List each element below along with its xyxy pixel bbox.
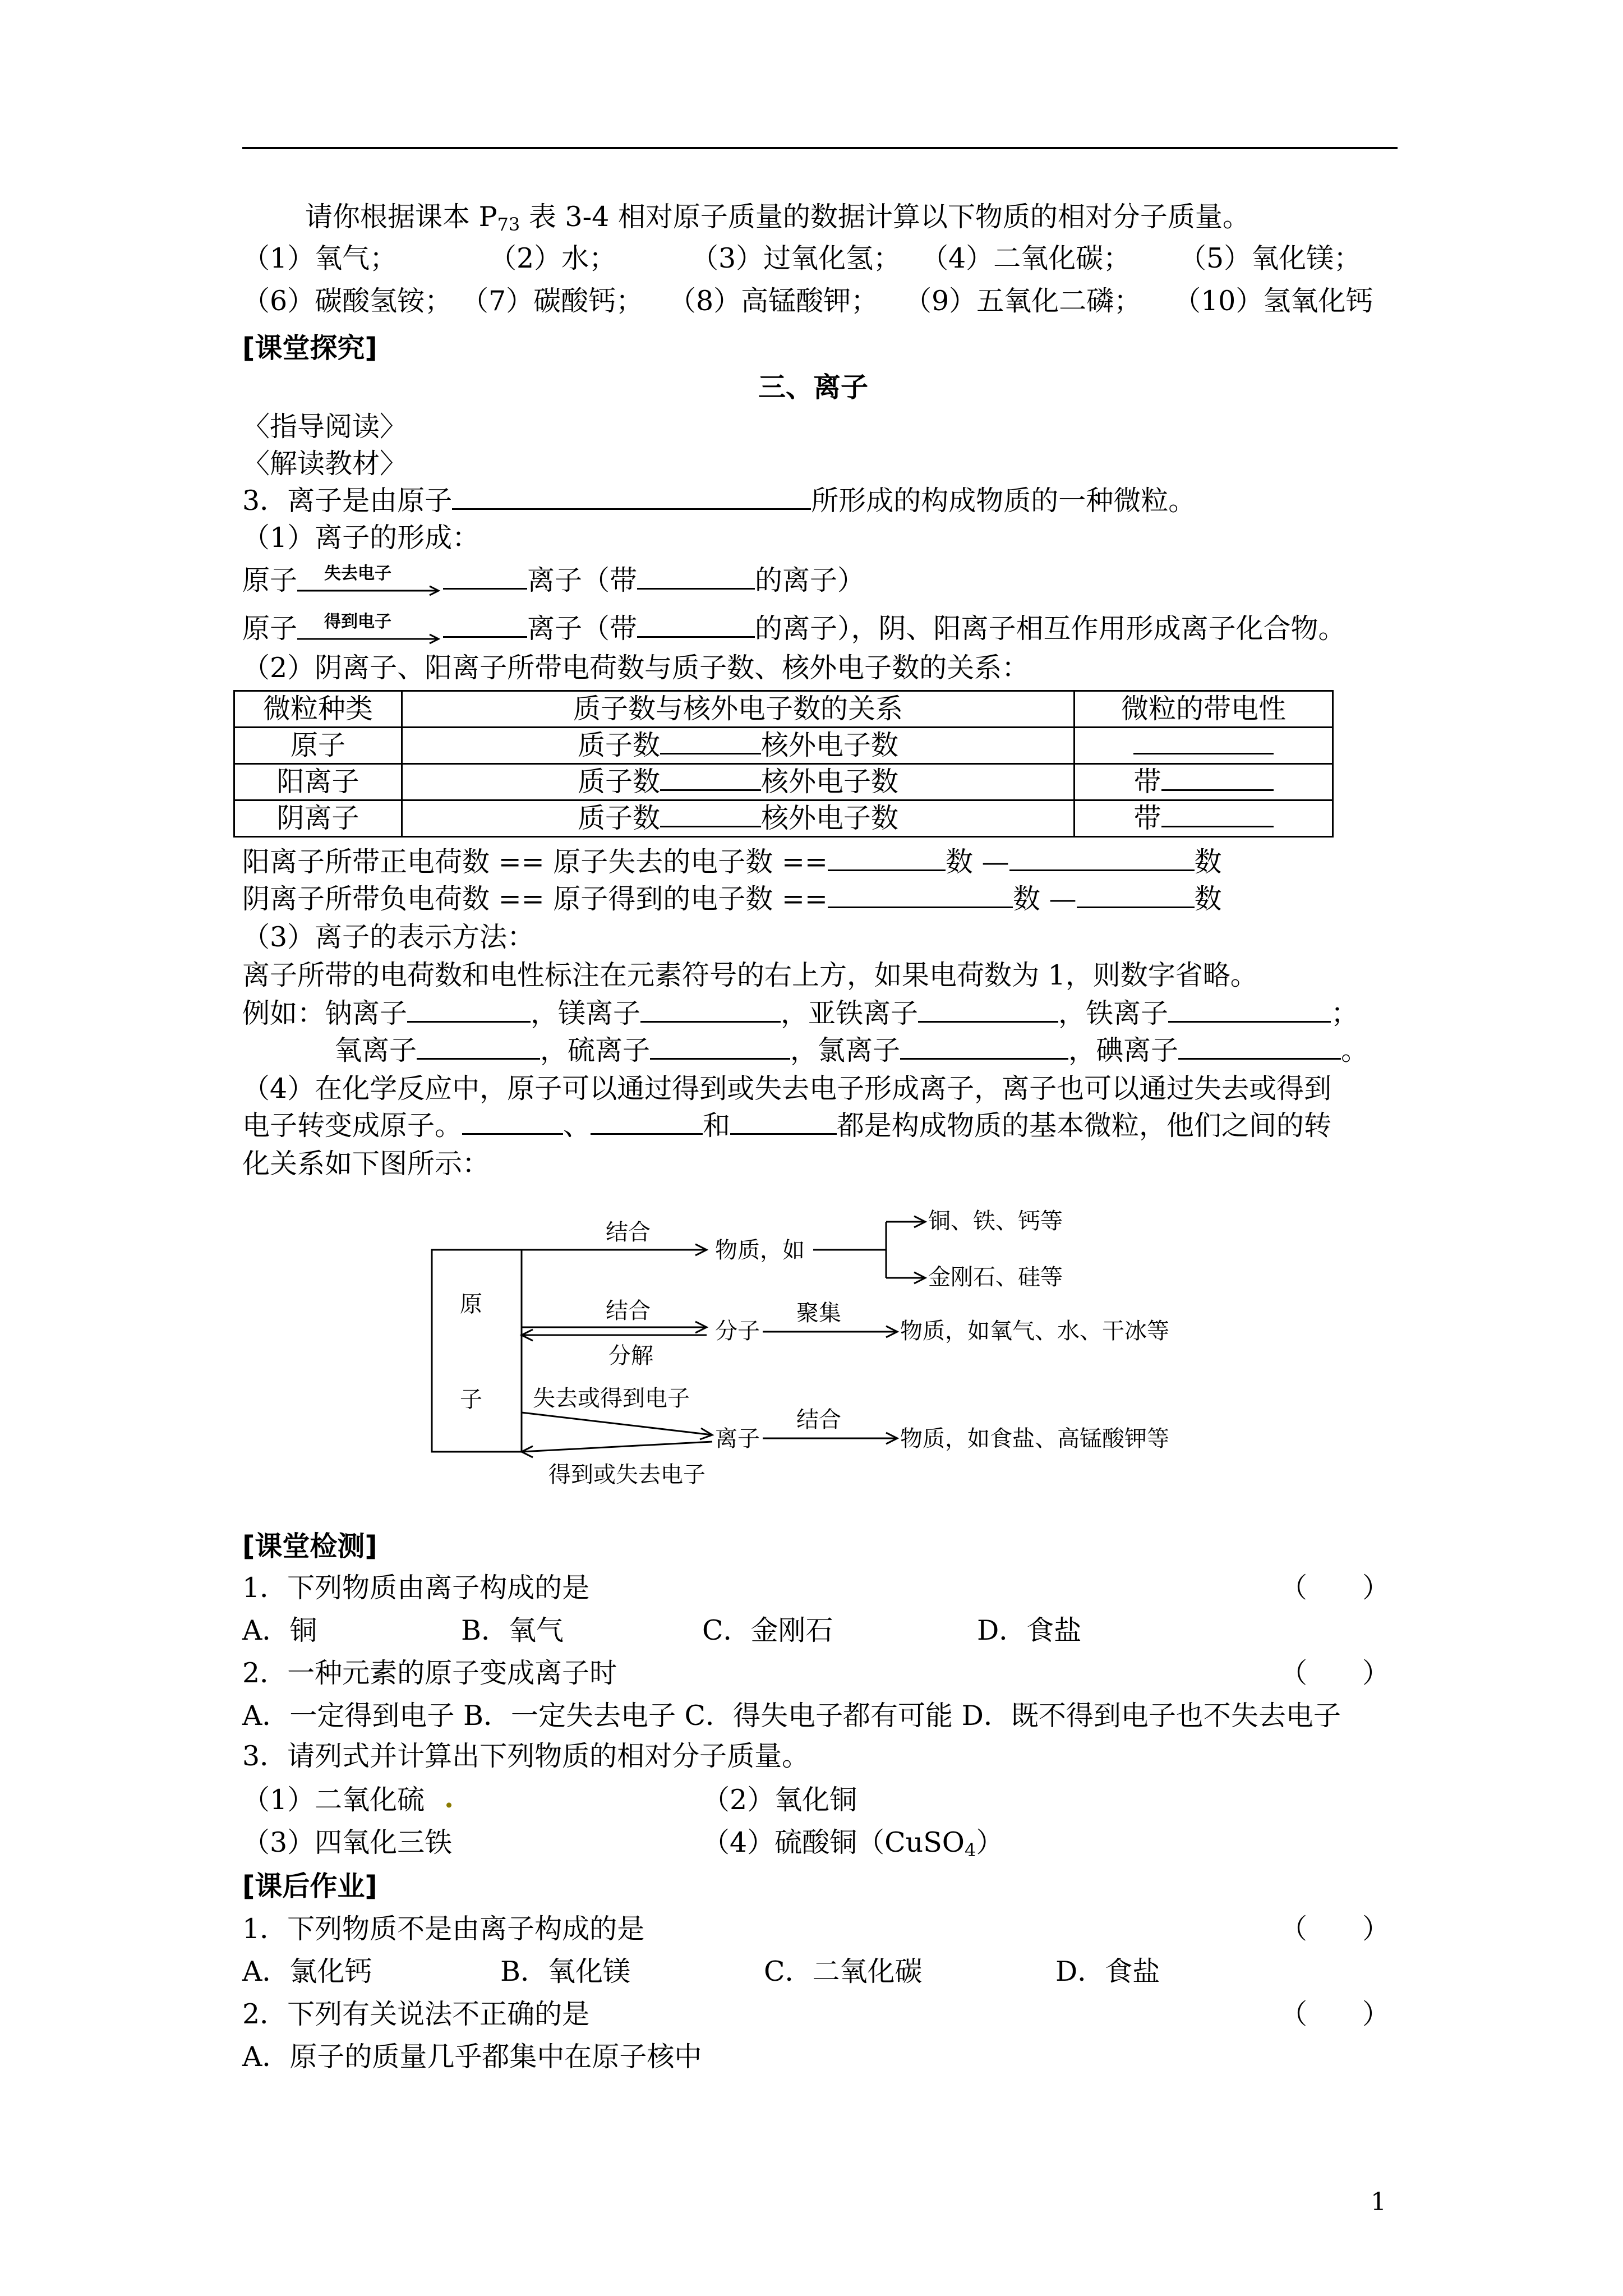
answer-paren[interactable]: （ ）: [1280, 1913, 1390, 1945]
item: （5）氧化镁；: [1179, 242, 1362, 274]
reaction-line1: （4）在化学反应中，原子可以通过得到或失去电子形成离子，离子也可以通过失去或得到: [242, 1073, 1332, 1105]
reaction-line2: 电子转变成原子。 、 和 都是构成物质的基本微粒，他们之间的转: [242, 1110, 1332, 1142]
check-q3-stem: 3．请列式并计算出下列物质的相对分子质量。: [242, 1740, 810, 1772]
item: （1）氧气；: [242, 242, 398, 274]
formation-row2: 原子 得到电子 离子（带 的离子），阴、阳离子相互作用形成离子化合物。: [242, 611, 1346, 648]
hw-q2-stem: 2．下列有关说法不正确的是: [242, 1998, 590, 2030]
relation-title: （2）阴离子、阳离子所带电荷数与质子数、核外电子数的关系：: [242, 652, 1030, 684]
table-cell: [1075, 728, 1333, 764]
molecule-label: 分子: [715, 1318, 760, 1344]
item: （1）二氧化硫: [242, 1784, 425, 1816]
table-cell: 带: [1075, 764, 1333, 800]
intro-line: 请你根据课本 $P_{73}$ 表 3-4 相对原子质量的数据计算以下物质的相对分子质量。: [305, 201, 1250, 235]
item: （4）硫酸铜（CuSO$_4$）: [702, 1826, 1004, 1861]
item: （2）水；: [489, 242, 617, 274]
page-number: 1: [1371, 2188, 1386, 2216]
table-cell: 质子数 核外电子数: [402, 764, 1075, 800]
option-d: D．食盐: [1055, 1955, 1160, 1987]
option-c: C．二氧化碳: [764, 1955, 923, 1987]
option-c: C．金刚石: [702, 1614, 833, 1646]
substance-label-1: 物质，如: [715, 1237, 805, 1263]
check-q2-stem: 2．一种元素的原子变成离子时: [242, 1657, 617, 1689]
hw-q2-option-a: A．原子的质量几乎都集中在原子核中: [242, 2041, 702, 2073]
guide-read: 〈指导阅读〉: [242, 411, 408, 443]
section-check: [课堂检测]: [242, 1530, 377, 1562]
branch-nonmetals: 金刚石、硅等: [928, 1264, 1063, 1290]
item: （9）五氧化二磷；: [904, 285, 1142, 317]
answer-paren[interactable]: （ ）: [1280, 1572, 1390, 1604]
stray-dot: .: [444, 1782, 454, 1814]
item: （4）二氧化碳；: [921, 242, 1131, 274]
item: （6）碳酸氢铵；: [242, 285, 453, 317]
option-a: A．氯化钙: [242, 1955, 372, 1987]
item: （8）高锰酸钾；: [668, 285, 879, 317]
answer-paren[interactable]: （ ）: [1280, 1998, 1390, 2030]
atom-box-text-bottom: 子: [460, 1387, 482, 1412]
lose-gain-label: 失去或得到电子: [533, 1386, 690, 1411]
table-cell: 带: [1075, 800, 1333, 837]
section-heading: 三、离子: [758, 371, 869, 403]
substance-label-2: 物质，如氧气、水、干冰等: [900, 1318, 1169, 1344]
relation-table: [233, 690, 1334, 838]
item: （3）四氧化三铁: [242, 1826, 453, 1858]
atom-box: [432, 1250, 522, 1452]
section-homework: [课后作业]: [242, 1870, 377, 1902]
combine-label-3: 结合: [796, 1407, 841, 1433]
table-header: 微粒的带电性: [1075, 691, 1333, 728]
repr-title: （3）离子的表示方法：: [242, 921, 535, 953]
table-cell: 质子数 核外电子数: [402, 800, 1075, 837]
gain-electron-arrow: 得到电子: [297, 614, 443, 648]
branch-metals: 铜、铁、钙等: [928, 1208, 1063, 1234]
table-cell: 原子: [234, 728, 402, 764]
item: （3）过氧化氢；: [691, 242, 901, 274]
transformation-diagram: [426, 1188, 1211, 1491]
check-q2-options: A．一定得到电子 B．一定失去电子 C．得失电子都有可能 D．既不得到电子也不失去电子: [242, 1700, 1341, 1732]
table-cell: 质子数 核外电子数: [402, 728, 1075, 764]
aggregate-label: 聚集: [796, 1300, 841, 1326]
option-b: B．氧气: [461, 1614, 564, 1646]
atom-box-text-top: 原: [460, 1291, 482, 1317]
formation-row1: 原子 失去电子 离子（带 的离子）: [242, 563, 865, 600]
repr-example2: 氧离子 ，硫离子 ，氯离子 ，碘离子 。: [334, 1034, 1369, 1066]
gain-lose-label: 得到或失去电子: [548, 1462, 706, 1488]
reaction-line3: 化关系如下图所示：: [242, 1148, 490, 1180]
table-header: 微粒种类: [234, 691, 402, 728]
substance-label-3: 物质，如食盐、高锰酸钾等: [900, 1426, 1169, 1452]
option-a: A．铜: [242, 1614, 317, 1646]
answer-paren[interactable]: （ ）: [1280, 1657, 1390, 1689]
interpret: 〈解读教材〉: [242, 448, 408, 480]
item: （2）氧化铜: [702, 1784, 857, 1816]
repr-rule: 离子所带的电荷数和电性标注在元素符号的右上方，如果电荷数为 1，则数字省略。: [242, 959, 1258, 991]
option-b: B．氧化镁: [500, 1955, 631, 1987]
negative-charge-line: 阴离子所带负电荷数 == 原子得到的电子数 == 数 — 数: [242, 883, 1222, 915]
table-header: 质子数与核外电子数的关系: [402, 691, 1075, 728]
formation-title: （1）离子的形成：: [242, 522, 480, 554]
table-row: [234, 764, 1333, 800]
table-row: [234, 800, 1333, 837]
header-rule: [242, 147, 1398, 149]
combine-label-2: 结合: [606, 1298, 651, 1324]
q3-line: 3．离子是由原子 所形成的构成物质的一种微粒。: [242, 485, 1196, 517]
lose-electron-arrow: 失去电子: [297, 566, 443, 600]
positive-charge-line: 阳离子所带正电荷数 == 原子失去的电子数 == 数 — 数: [242, 846, 1222, 878]
item: （10）氢氧化钙: [1173, 285, 1373, 317]
table-cell: 阴离子: [234, 800, 402, 837]
table-header-row: [234, 691, 1333, 728]
combine-label-1: 结合: [606, 1220, 651, 1245]
table-row: [234, 728, 1333, 764]
check-q1-stem: 1．下列物质由离子构成的是: [242, 1572, 590, 1604]
section-explore: [课堂探究]: [242, 332, 377, 364]
table-cell: 阳离子: [234, 764, 402, 800]
decompose-label: 分解: [608, 1343, 653, 1369]
repr-example1: 例如：钠离子 ，镁离子 ，亚铁离子 ，铁离子 ；: [242, 997, 1359, 1029]
hw-q1-stem: 1．下列物质不是由离子构成的是: [242, 1913, 645, 1945]
ion-label: 离子: [715, 1426, 760, 1452]
item: （7）碳酸钙；: [461, 285, 644, 317]
option-d: D．食盐: [977, 1614, 1082, 1646]
